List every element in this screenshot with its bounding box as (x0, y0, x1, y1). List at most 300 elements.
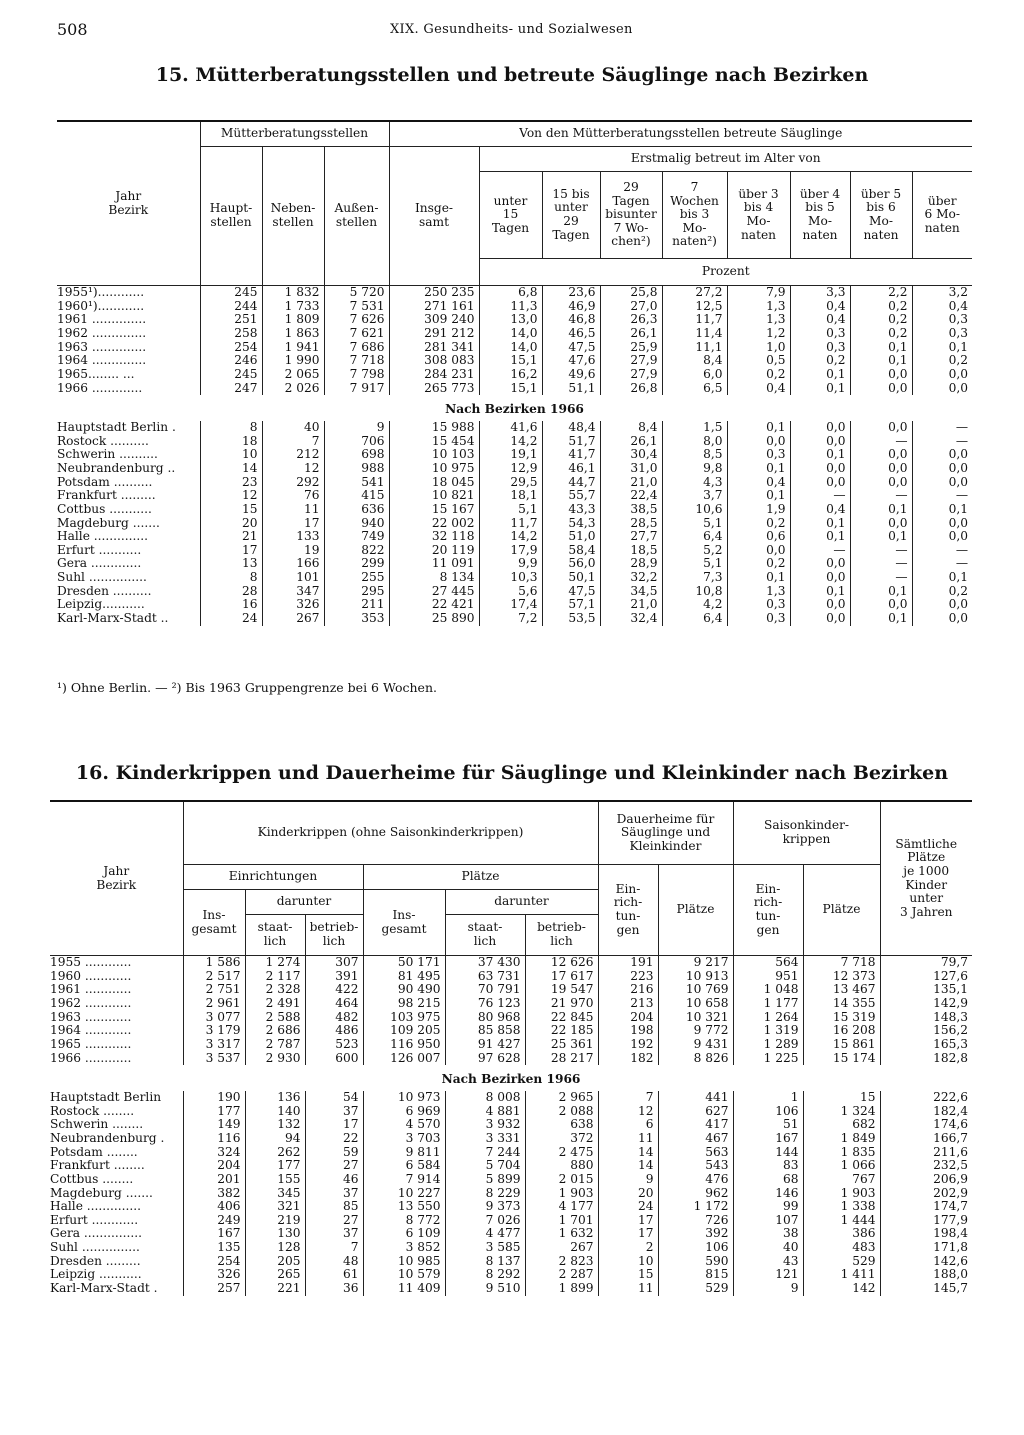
table-cell: 27,0 (600, 300, 662, 314)
table-cell: 1 832 (262, 286, 324, 300)
table-cell: 10 821 (389, 489, 479, 503)
table-cell: 8 134 (389, 571, 479, 585)
table-cell: 6,4 (662, 530, 727, 544)
table-cell: 0,1 (727, 489, 790, 503)
table-cell: 7 (262, 435, 324, 449)
table-cell: 80 968 (445, 1011, 525, 1025)
row-label: Halle .............. (57, 529, 149, 544)
table-cell: 177 (245, 1159, 305, 1173)
table-cell: 382 (183, 1187, 245, 1201)
table-cell: 46,8 (542, 313, 600, 327)
table-cell: 17,4 (479, 598, 542, 612)
table-cell: 85 (305, 1200, 363, 1214)
table-cell: 15 319 (803, 1011, 880, 1025)
table-cell: 0,1 (727, 571, 790, 585)
table-cell: 1,3 (727, 300, 790, 314)
table-cell: 0,0 (790, 598, 850, 612)
t15-head-stub: Jahr Bezirk (57, 121, 200, 286)
t15-col-29t-7w: 29 Tagen bisunter 7 Wo- chen²) (600, 172, 662, 259)
table-cell: 0,4 (727, 476, 790, 490)
table-cell: 271 161 (389, 300, 479, 314)
table-cell: 202,9 (880, 1187, 972, 1201)
table-cell: 295 (324, 585, 389, 599)
row-label: 1965 ............ (50, 1036, 132, 1051)
t16-col-pl-betr: betrieb- lich (525, 915, 598, 956)
table-cell: 15 454 (389, 435, 479, 449)
table-cell: 26,8 (600, 382, 662, 396)
row-label: 1955 ............ (50, 955, 132, 969)
table-row (57, 517, 972, 531)
table-cell: 198,4 (880, 1227, 972, 1241)
table-row (50, 1187, 972, 1201)
t16-group-plaetze: Plätze (363, 865, 598, 890)
table-cell: 250 235 (389, 286, 479, 300)
table-cell: 0,0 (912, 476, 972, 490)
t15-col-15-29: 15 bis unter 29 Tagen (542, 172, 600, 259)
table-cell: 38,5 (600, 503, 662, 517)
table-cell: 2 686 (245, 1024, 305, 1038)
table-row (50, 1011, 972, 1025)
t16-col-pl-staat: staat- lich (445, 915, 525, 956)
table-cell: 284 231 (389, 368, 479, 382)
table-cell: 3 703 (363, 1132, 445, 1146)
table-cell: 19,1 (479, 448, 542, 462)
table-cell: 43 (733, 1255, 803, 1269)
t15-col-7w-3m: 7 Wochen bis 3 Mo- naten²) (662, 172, 727, 259)
table-cell: 265 (245, 1268, 305, 1282)
table-cell: 345 (245, 1187, 305, 1201)
table-cell: 18,1 (479, 489, 542, 503)
row-label: 1962 .............. (57, 325, 147, 340)
table-cell: 5,6 (479, 585, 542, 599)
t15-col-4-5m: über 4 bis 5 Mo- naten (790, 172, 850, 259)
table-cell: 5,1 (479, 503, 542, 517)
table-cell: 1,0 (727, 341, 790, 355)
table-cell: — (850, 435, 912, 449)
table-cell: 19 547 (525, 983, 598, 997)
table-cell: 167 (733, 1132, 803, 1146)
table-cell: 476 (658, 1173, 733, 1187)
table-cell: 0,3 (727, 448, 790, 462)
table-cell: 57,1 (542, 598, 600, 612)
table-cell: 0,0 (790, 571, 850, 585)
table-cell: 90 490 (363, 983, 445, 997)
table-cell: 25,8 (600, 286, 662, 300)
table-cell: 142 (803, 1282, 880, 1296)
table-cell: 148,3 (880, 1011, 972, 1025)
t16-group-dauerheime: Dauerheime für Säuglinge und Kleinkinder (598, 801, 733, 865)
table-row (50, 1105, 972, 1119)
table-cell: 27 (305, 1214, 363, 1228)
row-label: 1961 ............ (50, 982, 132, 997)
table-cell: 0,1 (727, 421, 790, 435)
table-cell: 3 179 (183, 1024, 245, 1038)
table-cell: 1 809 (262, 313, 324, 327)
table-cell: 76 (262, 489, 324, 503)
row-label: 1964 .............. (57, 353, 147, 368)
table-cell: 182,4 (880, 1105, 972, 1119)
t15-section-label: Nach Bezirken 1966 (445, 402, 584, 417)
table-cell: 1 177 (733, 997, 803, 1011)
table-cell: 467 (658, 1132, 733, 1146)
table-row (50, 997, 972, 1011)
table-cell: 8,5 (662, 448, 727, 462)
table-cell: 9 431 (658, 1038, 733, 1052)
t15-col-u15: unter 15 Tagen (479, 172, 542, 259)
row-label: 1955¹)............ (57, 285, 145, 299)
table-row (50, 1159, 972, 1173)
table-cell: 14 355 (803, 997, 880, 1011)
row-label: 1963 .............. (57, 339, 147, 354)
table-cell: 822 (324, 544, 389, 558)
table-cell: 156,2 (880, 1024, 972, 1038)
row-label: Erfurt ........... (57, 542, 142, 557)
t16-pl-darunter: darunter (445, 890, 598, 915)
table-cell: 2 475 (525, 1146, 598, 1160)
table-cell: 1 903 (525, 1187, 598, 1201)
table-cell: 20 (200, 517, 262, 531)
table-cell: 0,2 (727, 517, 790, 531)
table-row (50, 1038, 972, 1052)
table-cell: 47,5 (542, 341, 600, 355)
table-row (50, 1024, 972, 1038)
row-label: Cottbus ........... (57, 501, 152, 516)
row-label: 1960 ............ (50, 968, 132, 983)
table-cell: 7 531 (324, 300, 389, 314)
t16-group-einrichtungen: Einrichtungen (183, 865, 363, 890)
table-cell: 7,3 (662, 571, 727, 585)
table-cell: 1 899 (525, 1282, 598, 1296)
table-cell: 0,1 (727, 462, 790, 476)
table-cell: 17 (262, 517, 324, 531)
t15-col-insgesamt: Insge- samt (389, 147, 479, 286)
table-cell: 12 (598, 1105, 658, 1119)
table-cell: 59 (305, 1146, 363, 1160)
table-cell: 563 (658, 1146, 733, 1160)
table-cell: 221 (245, 1282, 305, 1296)
table-cell: 46,9 (542, 300, 600, 314)
table-cell: 37 (305, 1227, 363, 1241)
table-cell: 36 (305, 1282, 363, 1296)
row-label: Karl-Marx-Stadt .. (57, 611, 169, 626)
table-cell: 136 (245, 1091, 305, 1105)
table-cell: 10 985 (363, 1255, 445, 1269)
table-cell: 15,1 (479, 382, 542, 396)
table-cell: 99 (733, 1200, 803, 1214)
table-cell: 2 (598, 1241, 658, 1255)
table-cell: 0,5 (727, 354, 790, 368)
row-label: Karl-Marx-Stadt . (50, 1281, 158, 1296)
table-cell: 135 (183, 1241, 245, 1255)
table-cell: 291 212 (389, 327, 479, 341)
t16-section (50, 1065, 972, 1091)
table-cell: 0,0 (850, 476, 912, 490)
table-cell: 9,8 (662, 462, 727, 476)
table-row (50, 1132, 972, 1146)
table-cell: 192 (598, 1038, 658, 1052)
table-cell: — (912, 421, 972, 435)
table-cell: 0,0 (850, 448, 912, 462)
t15-group-saeuglinge: Von den Mütterberatungsstellen betreute Säuglinge (389, 121, 972, 147)
table-cell: 255 (324, 571, 389, 585)
table-row (57, 341, 972, 355)
row-label: Dresden ......... (50, 1253, 141, 1268)
table16-title: 16. Kinderkrippen und Dauerheime für Säuglinge und Kleinkinder nach Bezirken (75, 762, 949, 784)
table-cell: 13 (200, 557, 262, 571)
table-cell: 10 658 (658, 997, 733, 1011)
row-label: Leipzig ........... (50, 1267, 142, 1282)
row-label: Magdeburg ....... (57, 515, 160, 530)
table-cell: 17 (598, 1227, 658, 1241)
table-cell: 0,3 (912, 313, 972, 327)
table-cell: 144 (733, 1146, 803, 1160)
table-cell: 30,4 (600, 448, 662, 462)
table-cell: 2 065 (262, 368, 324, 382)
table-cell: 6,8 (479, 286, 542, 300)
table-row (50, 1052, 972, 1066)
table-cell: 523 (305, 1038, 363, 1052)
table-cell: 9 811 (363, 1146, 445, 1160)
row-label: 1966 ............ (50, 1050, 132, 1065)
table-cell: 27,9 (600, 368, 662, 382)
table-cell: 142,9 (880, 997, 972, 1011)
table-cell: 386 (803, 1227, 880, 1241)
row-label: 1966 ............. (57, 380, 143, 395)
table-cell: 3 537 (183, 1052, 245, 1066)
table-cell: 5,1 (662, 557, 727, 571)
table-cell: 11 (262, 503, 324, 517)
table-cell: 25,9 (600, 341, 662, 355)
table-cell: 10,3 (479, 571, 542, 585)
table-cell: 7 718 (324, 354, 389, 368)
table-cell: 23 (200, 476, 262, 490)
table-cell: 1 586 (183, 956, 245, 970)
table-cell: 0,0 (790, 557, 850, 571)
table-cell: 1 (733, 1091, 803, 1105)
table-cell: 68 (733, 1173, 803, 1187)
table-cell: 600 (305, 1052, 363, 1066)
table-cell: 22 002 (389, 517, 479, 531)
table-cell: 0,2 (727, 557, 790, 571)
row-label: Cottbus ........ (50, 1171, 134, 1186)
table-cell: 2 517 (183, 970, 245, 984)
table-cell: 962 (658, 1187, 733, 1201)
table-cell: 0,0 (727, 435, 790, 449)
table-cell: 9 772 (658, 1024, 733, 1038)
table-cell: 49,6 (542, 368, 600, 382)
table-row (57, 544, 972, 558)
t15-col-aussen: Außen- stellen (324, 147, 389, 286)
table-row (50, 1146, 972, 1160)
table-cell: 0,0 (912, 530, 972, 544)
table-row (50, 956, 972, 970)
table-cell: 26,3 (600, 313, 662, 327)
table-row (50, 1200, 972, 1214)
table-cell: 5,2 (662, 544, 727, 558)
table-cell: 10 975 (389, 462, 479, 476)
table-cell: 165,3 (880, 1038, 972, 1052)
table-cell: 0,2 (912, 585, 972, 599)
table-cell: 8 137 (445, 1255, 525, 1269)
table-cell: 25 890 (389, 612, 479, 626)
table-cell: 222,6 (880, 1091, 972, 1105)
t15-districts-body (57, 421, 972, 626)
table-row (50, 1255, 972, 1269)
t16-head-stub: Jahr Bezirk (50, 801, 183, 956)
t16-group-kinderkrippen: Kinderkrippen (ohne Saisonkinderkrippen) (183, 801, 598, 865)
table-cell: 98 215 (363, 997, 445, 1011)
table-cell: 11 (598, 1132, 658, 1146)
table-row (50, 1118, 972, 1132)
table-cell: 46,5 (542, 327, 600, 341)
table-cell: 3 317 (183, 1038, 245, 1052)
table-cell: 8,4 (662, 354, 727, 368)
table-cell: 34,5 (600, 585, 662, 599)
row-label: Schwerin ........ (50, 1117, 144, 1132)
table-cell: 15 (598, 1268, 658, 1282)
table-cell: 27,7 (600, 530, 662, 544)
table-cell: 3 932 (445, 1118, 525, 1132)
table-cell: 232,5 (880, 1159, 972, 1173)
table-cell: 216 (598, 983, 658, 997)
table-cell: 101 (262, 571, 324, 585)
row-label: Frankfurt ........ (50, 1158, 145, 1173)
table-cell: 43,3 (542, 503, 600, 517)
table-cell: 321 (245, 1200, 305, 1214)
table-cell: 483 (803, 1241, 880, 1255)
row-label: Dresden .......... (57, 583, 152, 598)
chapter-heading: XIX. Gesundheits- und Sozialwesen (390, 22, 633, 37)
table-cell: 28,9 (600, 557, 662, 571)
table-cell: 0,0 (790, 435, 850, 449)
table-cell: 5 720 (324, 286, 389, 300)
table-cell: 406 (183, 1200, 245, 1214)
table-cell: 1 990 (262, 354, 324, 368)
table-cell: 0,1 (790, 517, 850, 531)
table-cell: 70 791 (445, 983, 525, 997)
table-cell: 27,9 (600, 354, 662, 368)
table-cell: 265 773 (389, 382, 479, 396)
table-cell: 219 (245, 1214, 305, 1228)
table-cell: 15 988 (389, 421, 479, 435)
table-cell: 0,0 (727, 544, 790, 558)
table-cell: 46 (305, 1173, 363, 1187)
table-cell: 27 445 (389, 585, 479, 599)
table-cell: 7,2 (479, 612, 542, 626)
table-cell: 0,0 (850, 368, 912, 382)
table-cell: 2 117 (245, 970, 305, 984)
table-cell: 190 (183, 1091, 245, 1105)
table-cell: 0,4 (912, 300, 972, 314)
table-cell: 14,0 (479, 341, 542, 355)
table-cell: 392 (658, 1227, 733, 1241)
table-cell: 3,3 (790, 286, 850, 300)
row-label: Magdeburg ....... (50, 1185, 153, 1200)
row-label: Suhl ............... (50, 1240, 140, 1255)
table-cell: 58,4 (542, 544, 600, 558)
table-cell: 174,7 (880, 1200, 972, 1214)
table-cell: 37 430 (445, 956, 525, 970)
table-cell: 1 632 (525, 1227, 598, 1241)
table-cell: 32,4 (600, 612, 662, 626)
t16-section-label: Nach Bezirken 1966 (441, 1072, 581, 1087)
table-cell: 5,1 (662, 517, 727, 531)
table-cell: 211,6 (880, 1146, 972, 1160)
t16-col-einr-betr: betrieb- lich (305, 915, 363, 956)
row-label: Halle .............. (50, 1199, 142, 1214)
table-cell: 8 826 (658, 1052, 733, 1066)
table-cell: 177 (183, 1105, 245, 1119)
table-cell: 126 007 (363, 1052, 445, 1066)
table-row (57, 368, 972, 382)
t15-col-ue6m: über 6 Mo- naten (912, 172, 972, 259)
table-cell: 22 185 (525, 1024, 598, 1038)
table-cell: 0,2 (790, 354, 850, 368)
t15-section (57, 395, 972, 421)
table-cell: 1 066 (803, 1159, 880, 1173)
t16-einr-darunter: darunter (245, 890, 363, 915)
table-cell: 91 427 (445, 1038, 525, 1052)
table-cell: 267 (262, 612, 324, 626)
t15-unit: Prozent (479, 259, 972, 286)
table-cell: 106 (733, 1105, 803, 1119)
table-cell: 0,2 (850, 300, 912, 314)
table-row (50, 1268, 972, 1282)
table-cell: 11 (598, 1282, 658, 1296)
table-cell: 17,9 (479, 544, 542, 558)
table-cell: 0,0 (850, 382, 912, 396)
t15-col-neben: Neben- stellen (262, 147, 324, 286)
table-cell: 10 227 (363, 1187, 445, 1201)
table-cell: 204 (183, 1159, 245, 1173)
row-label: Hauptstadt Berlin (50, 1089, 162, 1104)
table-cell: 4 881 (445, 1105, 525, 1119)
table-cell: 37 (305, 1187, 363, 1201)
t15-group-beratungsstellen: Mütterberatungsstellen (200, 121, 389, 147)
table-cell: — (850, 544, 912, 558)
table-row (57, 313, 972, 327)
table-cell: 0,2 (727, 368, 790, 382)
table-cell: 1 319 (733, 1024, 803, 1038)
table-cell: 21,0 (600, 476, 662, 490)
table-cell: 0,4 (790, 313, 850, 327)
table-cell: 0,1 (790, 382, 850, 396)
t16-col-einr-ins: Ins- gesamt (183, 890, 245, 956)
table-cell: 27,2 (662, 286, 727, 300)
table-cell: 3 852 (363, 1241, 445, 1255)
row-label: Rostock .......... (57, 433, 149, 448)
table-cell: 17 (598, 1214, 658, 1228)
table-cell: 1 274 (245, 956, 305, 970)
table-cell: 1 733 (262, 300, 324, 314)
table-row (57, 476, 972, 490)
table-cell: — (790, 544, 850, 558)
table-cell: 22 845 (525, 1011, 598, 1025)
table-cell: 308 083 (389, 354, 479, 368)
table-cell: 46,1 (542, 462, 600, 476)
table-cell: 14,2 (479, 530, 542, 544)
table-cell: 14,2 (479, 435, 542, 449)
table-cell: 299 (324, 557, 389, 571)
table-row (57, 286, 972, 300)
table-cell: 988 (324, 462, 389, 476)
t15-footnote: ¹) Ohne Berlin. — ²) Bis 1963 Gruppengrenze bei 6 Wochen. (57, 680, 437, 695)
table-cell: 0,4 (790, 300, 850, 314)
table-row (50, 1227, 972, 1241)
table-cell: 10 (200, 448, 262, 462)
table-cell: 85 858 (445, 1024, 525, 1038)
row-label: Erfurt ............ (50, 1212, 139, 1227)
